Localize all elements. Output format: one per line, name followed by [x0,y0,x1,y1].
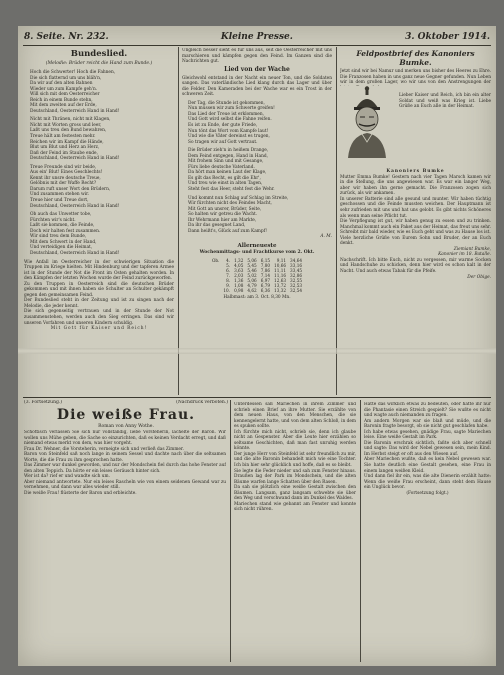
market-cell: 2,03 [234,272,244,278]
market-cell: 32,53 [290,282,303,288]
market-cell: 6,36 [260,287,271,293]
paragraph: Da sah sie plötzlich eine weiße Gestalt zwischen den Bäumen. Langsam, ganz langsam schwebte sie über den Weg und verschwand dann im Dunkel des Waldes. [234,485,356,502]
column-bundeslied [24,48,174,394]
feuilleton-column-2 [234,402,356,662]
market-cell: 8. [226,277,231,283]
market-subtitle: Wochenmittags- und Frachtkurse vom 2. Okt. [199,249,315,255]
market-cell: 10,66 [274,262,287,268]
article-title: Bundeslied. [70,49,128,59]
market-cell: 7. [226,272,231,278]
continuation-note: (Fortsetzung folgt.) [406,490,449,496]
market-cell: 1,32 [234,257,244,263]
market-cell: 1,36 [234,277,244,283]
column-rule [178,47,179,395]
paragraph: Wer ist da? rief er und wandte sich um. [24,474,110,480]
market-cell: 0,98 [234,287,244,293]
market-cell: 32,55 [290,277,303,283]
stanza: Die Brüder zieh'n in heißem Drange, Dem Feind entgegen, Hand in Hand, Mit frohem Sinn und mit Gesange, Fürs liebe deutsche Vaterland. Da hört man keinen Laut der Klage, Es gilt das Recht, es gilt die Ehr', Und treu wie einst in alten Tagen, Steht fest das Heer, steht fest die Wehr. [188,148,275,193]
stanza: Hoch die Schwerter! Hoch die Fahnen, Die sich flatternd um uns bläh'n, Da wir auf den alten Bahnen Wieder um zum Kampfe geh'n. Will sich mit dem Oesterreicher Reich in einem Bunde stehn, Mit dem zweiten auf der Erde, Deutschland, Oesterreich Hand in Hand! [30,70,120,114]
paragraph: Die Verpflegung ist gut, wir haben genug zu essen und zu trinken. Manchmal kommt auch ein Paket aus der Heimat, das freut uns sehr. Schreibt mir bald wieder, wie es Euch geht und was zu Hause los ist. [340,219,491,236]
paragraph: Frau Dr. Wehner, die Vorsteherin, verneigte sich und verließ das Zimmer. [24,446,184,452]
market-cell: 10. [223,287,231,293]
paragraph: Der junge Herr von Steinfeld ist sehr freundlich zu mir, und die alte Baronin behandelt mich wie eine Tochter. Ich bin hier sehr glücklich und hoffe, daß es so bleibt. [234,451,356,469]
market-cell: 6. [226,267,231,273]
paragraph: Viele herzliche Grüße von Eurem Sohn und Bruder, der an Euch denkt. [340,235,491,247]
feuilleton-rule [23,397,491,398]
paragraph: Die sich gegenseitig vertrauen und in der Stunde der Not zusammenstehen, werden auch den Sieg erringen. Das sind wir unseren Vorfahren und unseren Kindern schuldig. [24,309,174,326]
copyright-label: (Nachdruck verboten.) [176,400,228,405]
paragraph: Die Baronin erschrak sichtlich, faßte sich aber schnell und sagte: Das wird der Nebel gewesen sein, mein Kind. Im Herbst steigt er oft aus den Wiesen auf. [364,440,491,457]
market-cell: 4. [226,257,231,263]
market-cell: 5,06 [247,277,257,283]
market-cell: 5,45 [247,262,257,268]
signature: Ziemiant Bumke, [453,246,491,252]
stanza: Treue Freunde sind wir beide, Aus ein' Blut! Eines Geschlechts! Kennt ihr unsre deutsche Treue, Gelöbnis mit der Waffe Recht? Darum ruft unser Wort den Brüdern, Und zusammen stehen wir. Treue hier und Treue dort, Deutschland, Oesterreich Hand in Hand! [30,164,120,209]
market-cell: 4,79 [247,282,257,288]
market-cell: 32,54 [290,287,303,293]
market-cell: 9,11 [276,257,287,263]
soldier-portrait-icon [340,86,394,158]
column-rule [230,400,231,662]
newspaper-title: Kleine Presse. [220,32,293,42]
paragraph: Wie Anfall im Oesterreicher in der schwierigen Situation die Truppen im Kriege hielten. Mit Hindenburg und der tapferen Armee ist in der Stunde der Not die Front im Osten gehalten worden. In den Kämpfen der letzten Wochen wurde der Feind zurückgeworfen. [24,259,174,282]
market-cell: 9. [226,282,231,288]
market-cell: 7,80 [260,262,271,268]
postscript-signature: Der Obige. [467,274,491,280]
stanza: Der Tag, die Stunde ist gekommen, Nun müssen wir zum Schwerte greifen! Das Lied der Treue ist erklommen, Und Gott wird selbst die Fahne reifen. Es ist zu Ende, der gute Friede, Nun tönt das Wort vom Kampfe laut! Und wie die Väter dereinst es trugen, So tragen wir auf Gott vertraut. [188,100,275,145]
market-cell: 7,86 [260,267,271,273]
article-subtitle: (Melodie: Brüder reicht die Hand zum Bunde.) [45,61,153,66]
masthead [24,30,490,44]
market-note: Halbmast: am 3. Oct. 8,30 Mn. [223,294,291,300]
paragraph: Und dann fiel ihr ein, was die alte Dienerin erzählt hatte: Wenn die weiße Frau erscheint, dann steht dem Hause ein Unglück bevor. [364,474,491,491]
feuilleton-column-3 [364,402,491,662]
paragraph: Die weiße Frau! flüsterte der Baron und erbleichte. [24,491,137,497]
paragraph: Gleichwohl entstand in der Nacht ein neuer Ton, und die Soldaten sangen. Das vaterländische Lied klang durch das Lager und über die Felder. Den Kameraden bei der Wache war es ein Trost in der schweren Zeit. [182,75,332,98]
market-cell: 6,15 [260,257,271,263]
paragraph: Zu den Truppen in Oesterreich sind die deutschen Brüder gekommen und mit ihnen haben sie Schulter an Schulter gekämpft gegen den gemeinsamen Feind. [24,281,174,298]
market-cell: 5. [226,262,231,268]
market-cell: 5,46 [247,267,257,273]
signoff: A. M. [320,234,332,240]
market-cell: 5,06 [247,257,257,263]
market-cell: 11,16 [274,272,287,278]
portrait-caption: Kanoniers Bumke [386,169,445,175]
market-row [210,288,304,293]
market-cell: 6,79 [260,282,271,288]
newspaper-page [18,26,496,666]
page-number: 8. Seite. Nr. 232. [24,32,109,42]
market-title: Allerneueste [237,242,277,249]
masthead-rule [23,45,491,46]
postscript: Nachschrift. Ich bitte Euch, nicht zu vergessen, mir warme Socken und Handschuhe zu schicken, denn hier wird es schon kalt in der Nacht. Und auch etwas Tabak für die Pfeife. [340,257,491,275]
market-cell [210,288,221,293]
market-cell: 33,45 [290,267,303,273]
market-cell: 3,63 [234,267,244,273]
issue-date: 3. Oktober 1914. [405,32,490,42]
market-cell: 11,11 [274,267,287,273]
market-cell: Ob. [211,257,220,263]
stanza: Und kommt nun Schlag auf Schlag im Streite, Wir fürchten nicht des Feindes Macht, Mit Gott an unsrer, Brüder, Seite, So halten wir getreu die Wacht. Ihr Wehrmann hier am Markte, Da ihr das gesegnet Land, Dann heißt's, Glück auf zum Kampf! [188,195,289,234]
paragraph: Hatte das wirklich etwas zu bedeuten, oder hatte ihr nur die Phantasie einen Streich gespielt? Sie wußte es nicht und wagte auch niemanden zu fragen. [364,402,491,419]
paragraph: Ungleich besser sieht es für uns aus, seit die Oesterreicher mit uns marschieren und kämpfen gegen den Feind. Im Ganzen sind die Nachrichten gut. [182,48,332,65]
market-cell: 34,64 [290,257,303,263]
column-rule [360,400,361,662]
market-cell: 33,16 [290,262,303,268]
feuilleton-column-1 [24,430,226,662]
market-cell: 4,05 [234,262,244,268]
paragraph: Baron von Steinfeld saß noch lange in seinem Sessel und dachte nach über die seltsamen Worte, die die Frau zu ihm gesprochen hatte. [24,452,226,463]
paragraph: Ich fürchte mich nicht, schrieb sie, denn ich glaube nicht an Gespenster. Aber die Leute hier erzählen so seltsame Geschichten, daß man fast unruhig werden könnte. [234,429,356,452]
paragraph: Mariechen stand wie gebannt am Fenster und konnte sich nicht rühren. [234,501,356,513]
installment-label: (3. Fortsetzung.) [24,400,63,405]
paragraph: Aber niemand antwortete. Nur ein leises Rascheln wie von einem seidenen Gewand war zu vernehmen, und dann war alles wieder still. [24,479,226,491]
stanza: Nicht mit Thränen, nicht mit Klagen, Nicht mit Worten gross und leer, Laßt uns treu den Bund bewahren, Treue hält am festesten mehr. Reichen wir im Kampf die Hände, Blut um Blut und Herz an Herz, Daß der Feind im Staube ende, Deutschland, Oesterreich Hand in Hand! [30,117,120,162]
paragraph: Mutter Emma Bumke! Gestern nach vier Tagen Marsch kamen wir in die Stellung, die uns angewiesen war. Es war ein langer Weg, aber wir haben ihn gerne gemacht. Die Franzosen zogen sich zurück, als wir ankamen. [340,174,491,197]
novel-author: Roman von Anny Wothe. [98,423,154,428]
stanza: Ob auch das Unwetter tobe, Fürchten wir's nicht. Laßt sie kommen, die Feinde, Doch wir halten fest zusammen. Wir sind treu dem Bunde, Mit dem Schwert in der Hand, Und verteidigen die Heimat, Deutschland, Oesterreich Hand in Hand! [30,212,120,256]
paragraph: Ich habe etwas gesehen, gnädige Frau, sagte Mariechen leise. Eine weiße Gestalt im Park. [364,429,491,441]
paragraph: Schottisch verlassen Sie sich nur vollständig, liebe Vorsteherin, lächelte der Baron. Wir wollen uns Mühe geben, die Sache so einzurichten, daß es keinen Verdacht erregt, und daß niemand etwas merkt von dem, was hier vorgeht. [24,430,226,447]
market-table [210,258,304,293]
market-cell: 4,62 [247,287,257,293]
paragraph: Unterdessen saß Mariechen in ihrem Zimmer und schrieb einen Brief an ihre Mutter. Sie erzählte von dem neuen Haus, von den Menschen, die sie kennengelernt hatte, und von dem alten Schloß, in dem es spuken sollte. [234,402,356,430]
paragraph: Das Zimmer war dunkel geworden, und nur der Mondschein fiel durch das hohe Fenster auf den alten Teppich. Da hörte er ein leises Geräusch hinter sich. [24,463,226,474]
market-cell: 12,63 [274,277,287,283]
market-cell: 6,97 [260,277,271,283]
paragraph: Lieber Kaiser und Reich, ich bin ein alter Soldat und weiß was Krieg ist. Liebe Grüße an Euch alle in der Heimat. [399,93,491,110]
article-title: Lied von der Wache [224,65,290,73]
signature-rank: Kanonier im 18. Batalle. [438,252,491,258]
paragraph: Mit Gott für Kaiser und Reich! [50,326,148,332]
paragraph: Der Bundeslied steht in der Zeitung und ist zu singen nach der Melodie, die jeder kennt. [24,298,174,309]
paragraph: Aber Mariechen wußte, daß es kein Nebel gewesen war. Sie hatte deutlich eine Gestalt gesehen, eine Frau in einem langen weißen Kleid. [364,457,491,474]
column-poem-market [182,48,332,394]
feuilleton-header [24,400,228,428]
novel-title: Die weiße Frau. [56,406,196,423]
article-title: Feldpostbrief des Kanoniers Bumke. [356,49,475,67]
paragraph: In unserer Batterie sind alle gesund und munter. Wir haben tüchtig geschossen und die Feinde mussten weichen. Der Hauptmann ist sehr zufrieden mit uns und hat uns gelobt. Es gibt nichts Schöneres als wenn man seine Pflicht tut. [340,196,491,219]
paper-fold [18,348,496,354]
paragraph: Am andern Morgen war sie blaß und müde, und die Baronin fragte besorgt, ob sie nicht gut geschlafen habe. [364,418,491,430]
paragraph: Jetzt sind wir bei Namur und merken uns bisher des Heeres zu Ehre. Die Franzosen haben in uns ganz neue Gegner gefunden. Nun Leben wir in dem großen Lager, wo wir uns von den Anstrengungen der [340,69,491,86]
market-cell: 1,08 [234,282,244,288]
market-cell: 13,32 [274,287,287,293]
market-cell: 13,72 [274,282,287,288]
paragraph: Sie legte die Feder nieder und sah zum Fenster hinaus. Draußen lag der Park im Mondschein, und die alten Bäume warfen lange Schatten über den Rasen. [234,468,356,485]
market-cell: 7,14 [260,272,271,278]
market-cell: 5,02 [247,272,257,278]
column-rule [336,47,337,395]
market-cell: 32,86 [290,272,303,278]
